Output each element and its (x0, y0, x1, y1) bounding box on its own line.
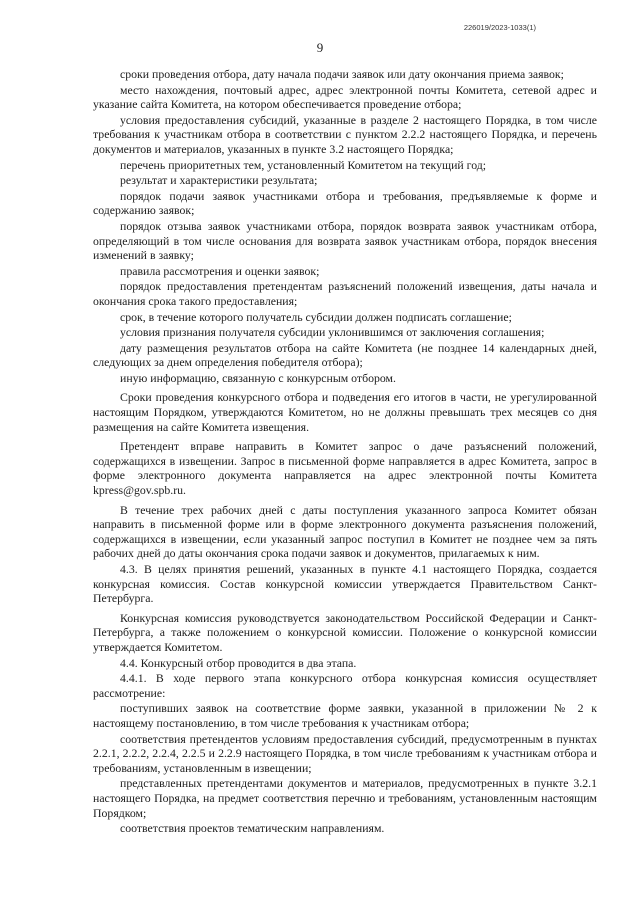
paragraph: порядок отзыва заявок участниками отбора, порядок возврата заявок участникам отбора, определяющий в том числе основания для возврата заявок участникам отбора, порядок внесения изменений в заявку; (93, 218, 597, 263)
document-body (93, 67, 597, 837)
paragraph: соответствия претендентов условиям предоставления субсидий, предусмотренным в пунктах 2.2.1, 2.2.2, 2.2.4, 2.2.5 и 2.2.9 настоящего Порядка, в том числе требованиям к участникам отбора и требованиям, установленным в извещении; (93, 731, 597, 775)
paragraph: 4.4. Конкурсный отбор проводится в два этапа. (120, 655, 357, 670)
paragraph: поступивших заявок на соответствие форме заявки, указанной в приложении № 2 к настоящему постановлению, в том числе требования к участникам отбора; (93, 701, 597, 730)
paragraph: порядок предоставления претендентам разъяснений положений извещения, даты начала и окончания срока такого предоставления; (93, 279, 597, 308)
page-number: 9 (316, 40, 324, 55)
paragraph: дату размещения результатов отбора на сайте Комитета (не позднее 14 календарных дней, следующих за днем определения победителя отбора); (93, 340, 597, 370)
paragraph: иную информацию, связанную с конкурсным отбором. (120, 370, 396, 385)
paragraph: условия предоставления субсидий, указанные в разделе 2 настоящего Порядка, в том числе требования к участникам отбора в соответствии с пунктом 2.2.2 настоящего Порядка, и перечень документов и материалов, указанных в пункте 3.2 настоящего Порядка; (93, 112, 597, 156)
paragraph: 4.3. В целях принятия решений, указанных в пункте 4.1 настоящего Порядка, создается конкурсная комиссия. Состав конкурсной комиссии утверждается Правительством Санкт-Петербурга. (93, 562, 597, 606)
paragraph: Сроки проведения конкурсного отбора и подведения его итогов в части, не урегулированной настоящим Порядком, утверждаются Комитетом, но не должны превышать трех месяцев со дня размещения на сайте Комитета извещения. (93, 390, 597, 434)
paragraph: 4.4.1. В ходе первого этапа конкурсного отбора конкурсная комиссия осуществляет рассмотрение: (93, 671, 597, 700)
paragraph: условия признания получателя субсидии уклонившимся от заключения соглашения; (120, 325, 545, 340)
paragraph: место нахождения, почтовый адрес, адрес электронной почты Комитета, сетевой адрес и указание сайта Комитета, на котором обеспечивается проведение отбора; (93, 82, 597, 112)
document-id: 226019/2023-1033(1) (463, 23, 536, 32)
paragraph: срок, в течение которого получатель субсидии должен подписать соглашение; (120, 309, 512, 324)
paragraph: сроки проведения отбора, дату начала подачи заявок или дату окончания приема заявок; (120, 67, 564, 81)
paragraph: В течение трех рабочих дней с даты поступления указанного запроса Комитет обязан направить в письменной форме или в форме электронного документа разъяснения положений, содержащихся в извещении, если указанный запрос поступил в Комитет не позднее чем за пять рабочих дней до даты окончания срока подачи заявок и документов, прилагаемых к ним. (93, 502, 597, 561)
paragraph: правила рассмотрения и оценки заявок; (120, 263, 320, 278)
paragraph: перечень приоритетных тем, установленный Комитетом на текущий год; (120, 157, 487, 172)
paragraph: результат и характеристики результата; (120, 173, 318, 188)
paragraph: соответствия проектов тематическим направлениям. (120, 821, 385, 836)
paragraph: Претендент вправе направить в Комитет запрос о даче разъяснений положений, содержащихся в извещении. Запрос в письменной форме направляется в адрес Комитета, запрос в форме электронного документа направляется на адрес электронной почты Комитета kpress@gov.spb.ru. (93, 439, 597, 498)
paragraph: представленных претендентами документов и материалов, предусмотренных в пункте 3.2.1 настоящего Порядка, на предмет соответствия перечню и требованиям, установленным настоящим Порядком; (93, 776, 597, 820)
paragraph: Конкурсная комиссия руководствуется законодательством Российской Федерации и Санкт-Петербурга, а также положением о конкурсной комиссии. Положение о конкурсной комиссии утверждается Комитетом. (93, 610, 597, 654)
paragraph: порядок подачи заявок участниками отбора и требования, предъявляемые к форме и содержанию заявок; (93, 188, 597, 218)
